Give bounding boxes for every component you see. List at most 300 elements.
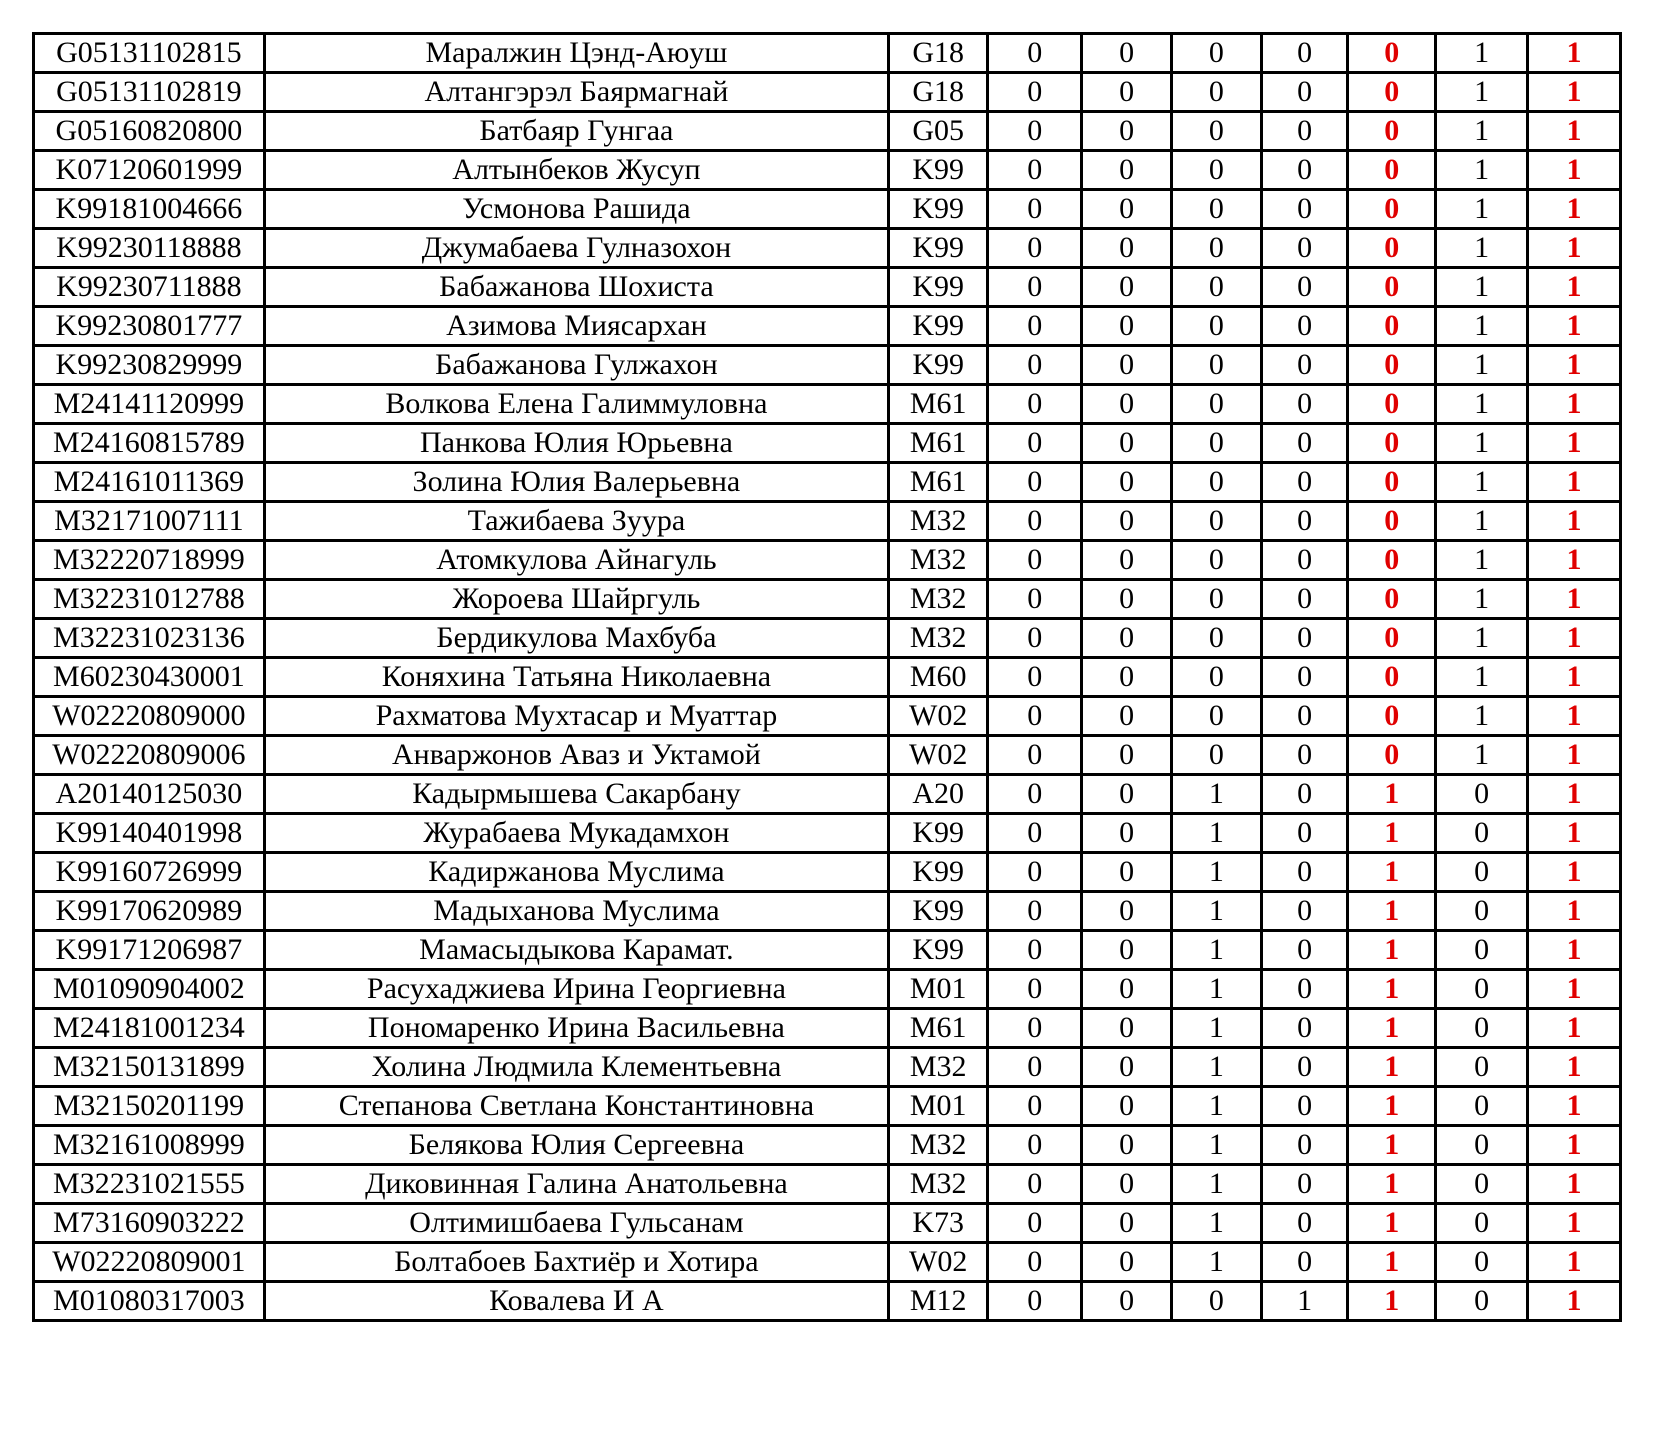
value-1-cell: 0 — [988, 814, 1082, 853]
table-row — [34, 229, 1621, 268]
total-cell: 1 — [1528, 1048, 1621, 1087]
id-cell: M32150201199 — [34, 1087, 265, 1126]
id-cell: W02220809001 — [34, 1243, 265, 1282]
value-2-cell: 0 — [1082, 1165, 1172, 1204]
value-3-cell: 0 — [1172, 268, 1262, 307]
id-cell: K99160726999 — [34, 853, 265, 892]
table-row — [34, 853, 1621, 892]
name-cell: Анваржонов Аваз и Уктамой — [264, 736, 888, 775]
subtotal-cell: 0 — [1348, 463, 1436, 502]
value-2-cell: 0 — [1082, 658, 1172, 697]
value-3-cell: 0 — [1172, 229, 1262, 268]
value-4-cell: 0 — [1261, 307, 1348, 346]
total-cell: 1 — [1528, 619, 1621, 658]
subtotal-cell: 0 — [1348, 346, 1436, 385]
value-3-cell: 0 — [1172, 112, 1262, 151]
subtotal-cell: 1 — [1348, 814, 1436, 853]
total-cell: 1 — [1528, 775, 1621, 814]
value-3-cell: 0 — [1172, 346, 1262, 385]
value-2-cell: 0 — [1082, 1243, 1172, 1282]
code-cell: M32 — [889, 1048, 988, 1087]
total-cell: 1 — [1528, 541, 1621, 580]
value-1-cell: 0 — [988, 853, 1082, 892]
subtotal-cell: 0 — [1348, 112, 1436, 151]
value-4-cell: 0 — [1261, 580, 1348, 619]
code-cell: M01 — [889, 970, 988, 1009]
total-cell: 1 — [1528, 112, 1621, 151]
table-row — [34, 151, 1621, 190]
value-2-cell: 0 — [1082, 814, 1172, 853]
value-5-cell: 1 — [1436, 463, 1528, 502]
id-cell: M32171007111 — [34, 502, 265, 541]
value-2-cell: 0 — [1082, 424, 1172, 463]
code-cell: K99 — [889, 892, 988, 931]
value-5-cell: 0 — [1436, 1243, 1528, 1282]
value-2-cell: 0 — [1082, 1204, 1172, 1243]
value-5-cell: 1 — [1436, 424, 1528, 463]
total-cell: 1 — [1528, 580, 1621, 619]
value-3-cell: 0 — [1172, 190, 1262, 229]
table-row — [34, 541, 1621, 580]
table-row — [34, 1165, 1621, 1204]
id-cell: M32150131899 — [34, 1048, 265, 1087]
value-3-cell: 0 — [1172, 502, 1262, 541]
value-1-cell: 0 — [988, 34, 1082, 73]
table-row — [34, 697, 1621, 736]
table-row — [34, 346, 1621, 385]
value-2-cell: 0 — [1082, 463, 1172, 502]
total-cell: 1 — [1528, 658, 1621, 697]
value-3-cell: 1 — [1172, 1126, 1262, 1165]
table-body — [34, 34, 1621, 1321]
name-cell: Тажибаева Зуура — [264, 502, 888, 541]
value-2-cell: 0 — [1082, 892, 1172, 931]
total-cell: 1 — [1528, 1087, 1621, 1126]
value-4-cell: 0 — [1261, 112, 1348, 151]
total-cell: 1 — [1528, 1204, 1621, 1243]
value-1-cell: 0 — [988, 502, 1082, 541]
code-cell: M32 — [889, 619, 988, 658]
value-3-cell: 0 — [1172, 619, 1262, 658]
value-1-cell: 0 — [988, 1009, 1082, 1048]
table-row — [34, 775, 1621, 814]
value-5-cell: 1 — [1436, 619, 1528, 658]
name-cell: Бабажанова Гулжахон — [264, 346, 888, 385]
value-3-cell: 1 — [1172, 1243, 1262, 1282]
id-cell: M01090904002 — [34, 970, 265, 1009]
value-3-cell: 0 — [1172, 307, 1262, 346]
code-cell: K99 — [889, 853, 988, 892]
id-cell: M24160815789 — [34, 424, 265, 463]
id-cell: M32231012788 — [34, 580, 265, 619]
value-1-cell: 0 — [988, 1204, 1082, 1243]
subtotal-cell: 0 — [1348, 229, 1436, 268]
value-2-cell: 0 — [1082, 1126, 1172, 1165]
value-5-cell: 0 — [1436, 853, 1528, 892]
table-row — [34, 112, 1621, 151]
value-2-cell: 0 — [1082, 931, 1172, 970]
value-5-cell: 1 — [1436, 541, 1528, 580]
table-row — [34, 736, 1621, 775]
code-cell: G18 — [889, 73, 988, 112]
code-cell: M61 — [889, 424, 988, 463]
id-cell: M24141120999 — [34, 385, 265, 424]
value-2-cell: 0 — [1082, 112, 1172, 151]
value-1-cell: 0 — [988, 931, 1082, 970]
code-cell: M60 — [889, 658, 988, 697]
value-5-cell: 1 — [1436, 268, 1528, 307]
name-cell: Батбаяр Гунгаа — [264, 112, 888, 151]
id-cell: K99230829999 — [34, 346, 265, 385]
value-1-cell: 0 — [988, 424, 1082, 463]
value-4-cell: 0 — [1261, 151, 1348, 190]
name-cell: Расухаджиева Ирина Георгиевна — [264, 970, 888, 1009]
name-cell: Кадырмышева Сакарбану — [264, 775, 888, 814]
id-cell: M73160903222 — [34, 1204, 265, 1243]
value-5-cell: 1 — [1436, 151, 1528, 190]
subtotal-cell: 1 — [1348, 1243, 1436, 1282]
value-3-cell: 0 — [1172, 424, 1262, 463]
value-1-cell: 0 — [988, 1282, 1082, 1321]
total-cell: 1 — [1528, 1243, 1621, 1282]
name-cell: Степанова Светлана Константиновна — [264, 1087, 888, 1126]
code-cell: K73 — [889, 1204, 988, 1243]
code-cell: G05 — [889, 112, 988, 151]
name-cell: Коняхина Татьяна Николаевна — [264, 658, 888, 697]
value-4-cell: 0 — [1261, 268, 1348, 307]
value-5-cell: 1 — [1436, 34, 1528, 73]
value-5-cell: 0 — [1436, 1087, 1528, 1126]
value-1-cell: 0 — [988, 697, 1082, 736]
name-cell: Волкова Елена Галиммуловна — [264, 385, 888, 424]
code-cell: M12 — [889, 1282, 988, 1321]
value-5-cell: 1 — [1436, 346, 1528, 385]
name-cell: Пономаренко Ирина Васильевна — [264, 1009, 888, 1048]
value-3-cell: 1 — [1172, 892, 1262, 931]
name-cell: Мамасыдыкова Карамат. — [264, 931, 888, 970]
name-cell: Журабаева Мукадамхон — [264, 814, 888, 853]
value-3-cell: 1 — [1172, 1009, 1262, 1048]
table-row — [34, 385, 1621, 424]
subtotal-cell: 0 — [1348, 541, 1436, 580]
code-cell: K99 — [889, 346, 988, 385]
table-row — [34, 73, 1621, 112]
id-cell: G05131102815 — [34, 34, 265, 73]
table-row — [34, 268, 1621, 307]
value-1-cell: 0 — [988, 775, 1082, 814]
total-cell: 1 — [1528, 931, 1621, 970]
value-4-cell: 0 — [1261, 814, 1348, 853]
id-cell: M32161008999 — [34, 1126, 265, 1165]
value-1-cell: 0 — [988, 229, 1082, 268]
name-cell: Жороева Шайргуль — [264, 580, 888, 619]
value-3-cell: 0 — [1172, 541, 1262, 580]
value-3-cell: 0 — [1172, 34, 1262, 73]
id-cell: M32231021555 — [34, 1165, 265, 1204]
value-2-cell: 0 — [1082, 1282, 1172, 1321]
name-cell: Джумабаева Гулназохон — [264, 229, 888, 268]
subtotal-cell: 1 — [1348, 1282, 1436, 1321]
value-4-cell: 0 — [1261, 736, 1348, 775]
value-4-cell: 0 — [1261, 1126, 1348, 1165]
id-cell: W02220809000 — [34, 697, 265, 736]
subtotal-cell: 1 — [1348, 1204, 1436, 1243]
name-cell: Белякова Юлия Сергеевна — [264, 1126, 888, 1165]
value-5-cell: 0 — [1436, 970, 1528, 1009]
code-cell: M01 — [889, 1087, 988, 1126]
value-2-cell: 0 — [1082, 34, 1172, 73]
value-5-cell: 1 — [1436, 229, 1528, 268]
total-cell: 1 — [1528, 814, 1621, 853]
total-cell: 1 — [1528, 307, 1621, 346]
value-4-cell: 0 — [1261, 1243, 1348, 1282]
value-3-cell: 0 — [1172, 658, 1262, 697]
value-2-cell: 0 — [1082, 502, 1172, 541]
name-cell: Азимова Миясархан — [264, 307, 888, 346]
value-2-cell: 0 — [1082, 541, 1172, 580]
table-row — [34, 892, 1621, 931]
code-cell: K99 — [889, 307, 988, 346]
value-3-cell: 0 — [1172, 736, 1262, 775]
table-row — [34, 1126, 1621, 1165]
value-2-cell: 0 — [1082, 1048, 1172, 1087]
table-row — [34, 502, 1621, 541]
table-row — [34, 1009, 1621, 1048]
value-1-cell: 0 — [988, 346, 1082, 385]
value-5-cell: 0 — [1436, 1204, 1528, 1243]
id-cell: W02220809006 — [34, 736, 265, 775]
id-cell: M60230430001 — [34, 658, 265, 697]
value-5-cell: 1 — [1436, 73, 1528, 112]
table-row — [34, 1087, 1621, 1126]
value-2-cell: 0 — [1082, 385, 1172, 424]
value-5-cell: 0 — [1436, 1009, 1528, 1048]
table-row — [34, 658, 1621, 697]
code-cell: K99 — [889, 151, 988, 190]
value-4-cell: 0 — [1261, 658, 1348, 697]
code-cell: K99 — [889, 229, 988, 268]
value-5-cell: 0 — [1436, 1048, 1528, 1087]
total-cell: 1 — [1528, 424, 1621, 463]
subtotal-cell: 1 — [1348, 775, 1436, 814]
total-cell: 1 — [1528, 853, 1621, 892]
value-4-cell: 0 — [1261, 1165, 1348, 1204]
value-3-cell: 0 — [1172, 73, 1262, 112]
value-1-cell: 0 — [988, 1243, 1082, 1282]
id-cell: K99230801777 — [34, 307, 265, 346]
value-3-cell: 0 — [1172, 151, 1262, 190]
value-1-cell: 0 — [988, 970, 1082, 1009]
results-table — [32, 32, 1622, 1322]
name-cell: Панкова Юлия Юрьевна — [264, 424, 888, 463]
table-row — [34, 580, 1621, 619]
id-cell: K99230711888 — [34, 268, 265, 307]
name-cell: Атомкулова Айнагуль — [264, 541, 888, 580]
code-cell: M61 — [889, 463, 988, 502]
name-cell: Маралжин Цэнд-Аюуш — [264, 34, 888, 73]
subtotal-cell: 1 — [1348, 1087, 1436, 1126]
subtotal-cell: 1 — [1348, 1009, 1436, 1048]
name-cell: Золина Юлия Валерьевна — [264, 463, 888, 502]
id-cell: K99181004666 — [34, 190, 265, 229]
name-cell: Ковалева И А — [264, 1282, 888, 1321]
id-cell: M32220718999 — [34, 541, 265, 580]
value-5-cell: 1 — [1436, 697, 1528, 736]
subtotal-cell: 1 — [1348, 970, 1436, 1009]
total-cell: 1 — [1528, 892, 1621, 931]
value-3-cell: 1 — [1172, 814, 1262, 853]
value-2-cell: 0 — [1082, 307, 1172, 346]
value-3-cell: 1 — [1172, 970, 1262, 1009]
code-cell: M32 — [889, 580, 988, 619]
table-row — [34, 307, 1621, 346]
subtotal-cell: 0 — [1348, 34, 1436, 73]
value-1-cell: 0 — [988, 268, 1082, 307]
total-cell: 1 — [1528, 151, 1621, 190]
id-cell: K99170620989 — [34, 892, 265, 931]
value-2-cell: 0 — [1082, 775, 1172, 814]
code-cell: M32 — [889, 502, 988, 541]
code-cell: M32 — [889, 1165, 988, 1204]
table-row — [34, 1204, 1621, 1243]
value-3-cell: 0 — [1172, 463, 1262, 502]
subtotal-cell: 0 — [1348, 580, 1436, 619]
value-5-cell: 1 — [1436, 112, 1528, 151]
value-3-cell: 0 — [1172, 580, 1262, 619]
code-cell: G18 — [889, 34, 988, 73]
value-4-cell: 0 — [1261, 1087, 1348, 1126]
value-2-cell: 0 — [1082, 190, 1172, 229]
id-cell: M24161011369 — [34, 463, 265, 502]
value-5-cell: 1 — [1436, 502, 1528, 541]
id-cell: G05131102819 — [34, 73, 265, 112]
code-cell: M61 — [889, 385, 988, 424]
total-cell: 1 — [1528, 502, 1621, 541]
value-2-cell: 0 — [1082, 268, 1172, 307]
total-cell: 1 — [1528, 970, 1621, 1009]
value-3-cell: 1 — [1172, 1048, 1262, 1087]
value-4-cell: 0 — [1261, 385, 1348, 424]
value-4-cell: 1 — [1261, 1282, 1348, 1321]
code-cell: M32 — [889, 541, 988, 580]
subtotal-cell: 1 — [1348, 1165, 1436, 1204]
total-cell: 1 — [1528, 1009, 1621, 1048]
total-cell: 1 — [1528, 229, 1621, 268]
value-5-cell: 0 — [1436, 931, 1528, 970]
table-row — [34, 190, 1621, 229]
value-3-cell: 1 — [1172, 931, 1262, 970]
code-cell: A20 — [889, 775, 988, 814]
value-2-cell: 0 — [1082, 1087, 1172, 1126]
value-4-cell: 0 — [1261, 697, 1348, 736]
name-cell: Бердикулова Махбуба — [264, 619, 888, 658]
name-cell: Бабажанова Шохиста — [264, 268, 888, 307]
value-4-cell: 0 — [1261, 970, 1348, 1009]
total-cell: 1 — [1528, 736, 1621, 775]
table-row — [34, 619, 1621, 658]
id-cell: K99140401998 — [34, 814, 265, 853]
subtotal-cell: 0 — [1348, 658, 1436, 697]
subtotal-cell: 0 — [1348, 736, 1436, 775]
name-cell: Олтимишбаева Гульсанам — [264, 1204, 888, 1243]
value-2-cell: 0 — [1082, 970, 1172, 1009]
total-cell: 1 — [1528, 463, 1621, 502]
value-4-cell: 0 — [1261, 619, 1348, 658]
value-1-cell: 0 — [988, 190, 1082, 229]
name-cell: Мадыханова Муслима — [264, 892, 888, 931]
code-cell: M32 — [889, 1126, 988, 1165]
value-2-cell: 0 — [1082, 619, 1172, 658]
value-2-cell: 0 — [1082, 736, 1172, 775]
value-4-cell: 0 — [1261, 775, 1348, 814]
total-cell: 1 — [1528, 1126, 1621, 1165]
value-1-cell: 0 — [988, 463, 1082, 502]
subtotal-cell: 0 — [1348, 424, 1436, 463]
value-1-cell: 0 — [988, 1126, 1082, 1165]
table-row — [34, 931, 1621, 970]
subtotal-cell: 0 — [1348, 502, 1436, 541]
value-4-cell: 0 — [1261, 463, 1348, 502]
value-4-cell: 0 — [1261, 424, 1348, 463]
table-row — [34, 1282, 1621, 1321]
value-2-cell: 0 — [1082, 1009, 1172, 1048]
value-5-cell: 0 — [1436, 1126, 1528, 1165]
table-row — [34, 424, 1621, 463]
value-2-cell: 0 — [1082, 151, 1172, 190]
subtotal-cell: 0 — [1348, 73, 1436, 112]
value-3-cell: 0 — [1172, 385, 1262, 424]
subtotal-cell: 0 — [1348, 151, 1436, 190]
value-5-cell: 1 — [1436, 580, 1528, 619]
subtotal-cell: 0 — [1348, 190, 1436, 229]
value-5-cell: 0 — [1436, 1165, 1528, 1204]
value-1-cell: 0 — [988, 385, 1082, 424]
code-cell: M61 — [889, 1009, 988, 1048]
value-5-cell: 1 — [1436, 736, 1528, 775]
value-5-cell: 0 — [1436, 892, 1528, 931]
table-row — [34, 970, 1621, 1009]
value-3-cell: 0 — [1172, 697, 1262, 736]
table-row — [34, 1243, 1621, 1282]
id-cell: G05160820800 — [34, 112, 265, 151]
value-4-cell: 0 — [1261, 892, 1348, 931]
subtotal-cell: 0 — [1348, 619, 1436, 658]
total-cell: 1 — [1528, 385, 1621, 424]
subtotal-cell: 1 — [1348, 931, 1436, 970]
value-1-cell: 0 — [988, 541, 1082, 580]
table-row — [34, 34, 1621, 73]
total-cell: 1 — [1528, 346, 1621, 385]
value-4-cell: 0 — [1261, 502, 1348, 541]
id-cell: M24181001234 — [34, 1009, 265, 1048]
value-1-cell: 0 — [988, 736, 1082, 775]
value-4-cell: 0 — [1261, 1048, 1348, 1087]
value-5-cell: 0 — [1436, 814, 1528, 853]
subtotal-cell: 0 — [1348, 307, 1436, 346]
value-3-cell: 1 — [1172, 775, 1262, 814]
value-2-cell: 0 — [1082, 697, 1172, 736]
value-1-cell: 0 — [988, 73, 1082, 112]
value-4-cell: 0 — [1261, 541, 1348, 580]
table-row — [34, 463, 1621, 502]
name-cell: Холина Людмила Клементьевна — [264, 1048, 888, 1087]
value-1-cell: 0 — [988, 580, 1082, 619]
id-cell: K99230118888 — [34, 229, 265, 268]
subtotal-cell: 0 — [1348, 268, 1436, 307]
code-cell: W02 — [889, 736, 988, 775]
value-1-cell: 0 — [988, 892, 1082, 931]
code-cell: K99 — [889, 931, 988, 970]
